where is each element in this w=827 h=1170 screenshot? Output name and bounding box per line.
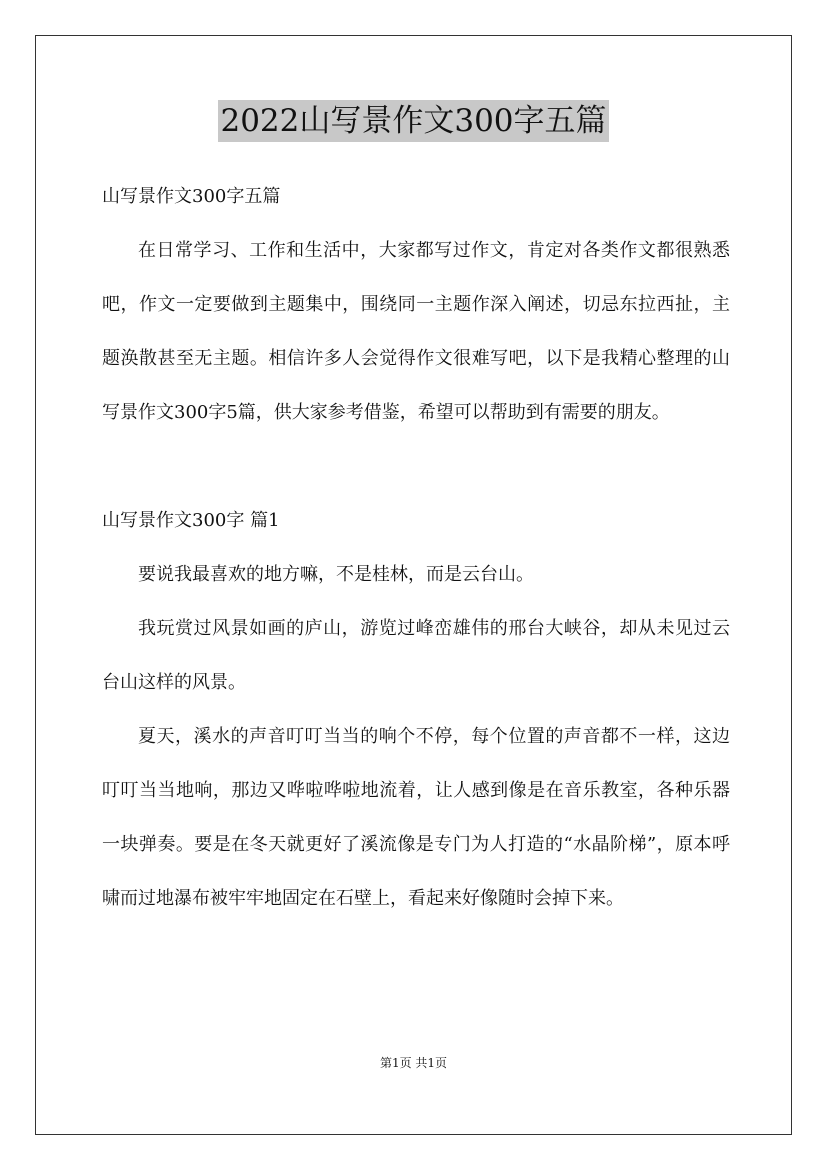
- section-gap: [102, 440, 730, 494]
- section1-paragraph-3: 夏天，溪水的声音叮叮当当的响个不停，每个位置的声音都不一样，这边叮叮当当地响，那边又哗啦哗啦地流着，让人感到像是在音乐教室，各种乐器一块弹奏。要是在冬天就更好了溪流像是专门为人打造的“水晶阶梯”，原本呼啸而过地瀑布被牢牢地固定在石壁上，看起来好像随时会掉下来。: [102, 726, 730, 909]
- title-container: [0, 100, 827, 142]
- section1-paragraph-1: 要说我最喜欢的地方嘛，不是桂林，而是云台山。: [138, 564, 534, 585]
- section1-paragraph-2: 我玩赏过风景如画的庐山，游览过峰峦雄伟的邢台大峡谷，却从未见过云台山这样的风景。: [102, 618, 730, 693]
- document-body: [102, 170, 730, 926]
- page-number: 第1页 共1页: [379, 1056, 448, 1070]
- section1-heading: 山写景作文300字 篇1: [102, 510, 280, 531]
- page-footer: [0, 1055, 827, 1071]
- document-subtitle: 山写景作文300字五篇: [102, 186, 281, 207]
- document-title: 2022山写景作文300字五篇: [218, 100, 608, 142]
- intro-paragraph: 在日常学习、工作和生活中，大家都写过作文，肯定对各类作文都很熟悉吧，作文一定要做到主题集中，围绕同一主题作深入阐述，切忌东拉西扯，主题涣散甚至无主题。相信许多人会觉得作文很难写吧，以下是我精心整理的山写景作文300字5篇，供大家参考借鉴，希望可以帮助到有需要的朋友。: [102, 240, 730, 423]
